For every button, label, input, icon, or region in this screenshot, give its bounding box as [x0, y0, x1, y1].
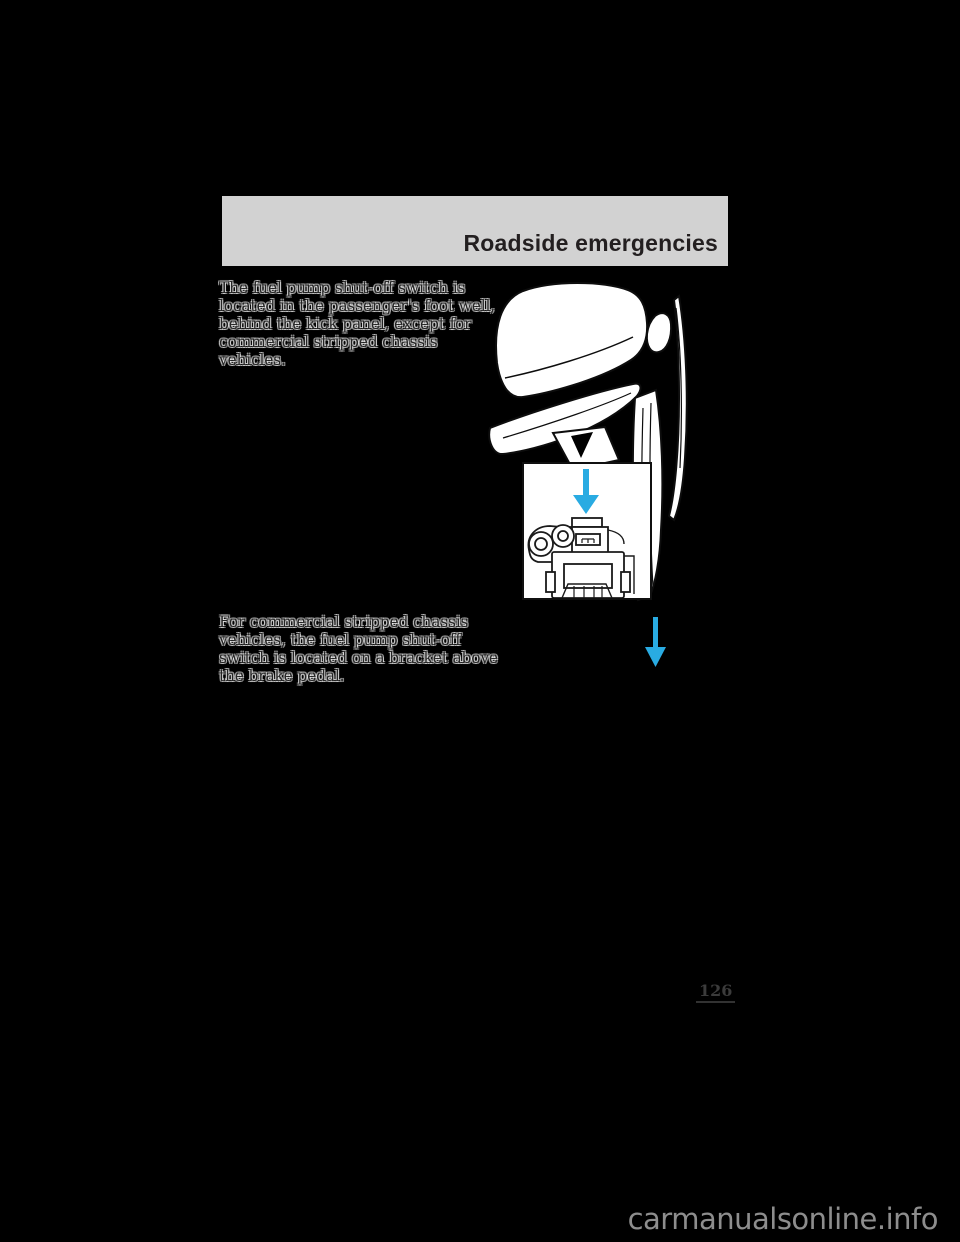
intro-line: commercial stripped chassis	[219, 333, 438, 351]
intro-paragraph	[219, 279, 499, 369]
switch-illustration	[524, 464, 650, 598]
down-arrow-icon	[645, 617, 667, 669]
intro-line: behind the kick panel, except for	[219, 315, 472, 333]
intro-line: located in the passenger's foot well,	[219, 297, 495, 315]
note-line: vehicles, the fuel pump shut-off	[219, 631, 461, 649]
watermark: carmanualsonline.info	[627, 1202, 938, 1236]
note-line: the brake pedal.	[219, 667, 345, 685]
switch-inset-figure	[522, 462, 652, 600]
intro-line: vehicles.	[219, 351, 286, 369]
down-arrow-icon	[573, 469, 599, 514]
intro-line: The fuel pump shut-off switch is	[219, 279, 466, 297]
chapter-title: Roadside emergencies	[463, 230, 718, 256]
note-line: For commercial stripped chassis	[219, 613, 469, 631]
commercial-note-paragraph	[219, 613, 499, 685]
note-line: switch is located on a bracket above	[219, 649, 498, 667]
chapter-header-bar	[222, 196, 728, 266]
page-number: 126	[696, 981, 735, 1003]
